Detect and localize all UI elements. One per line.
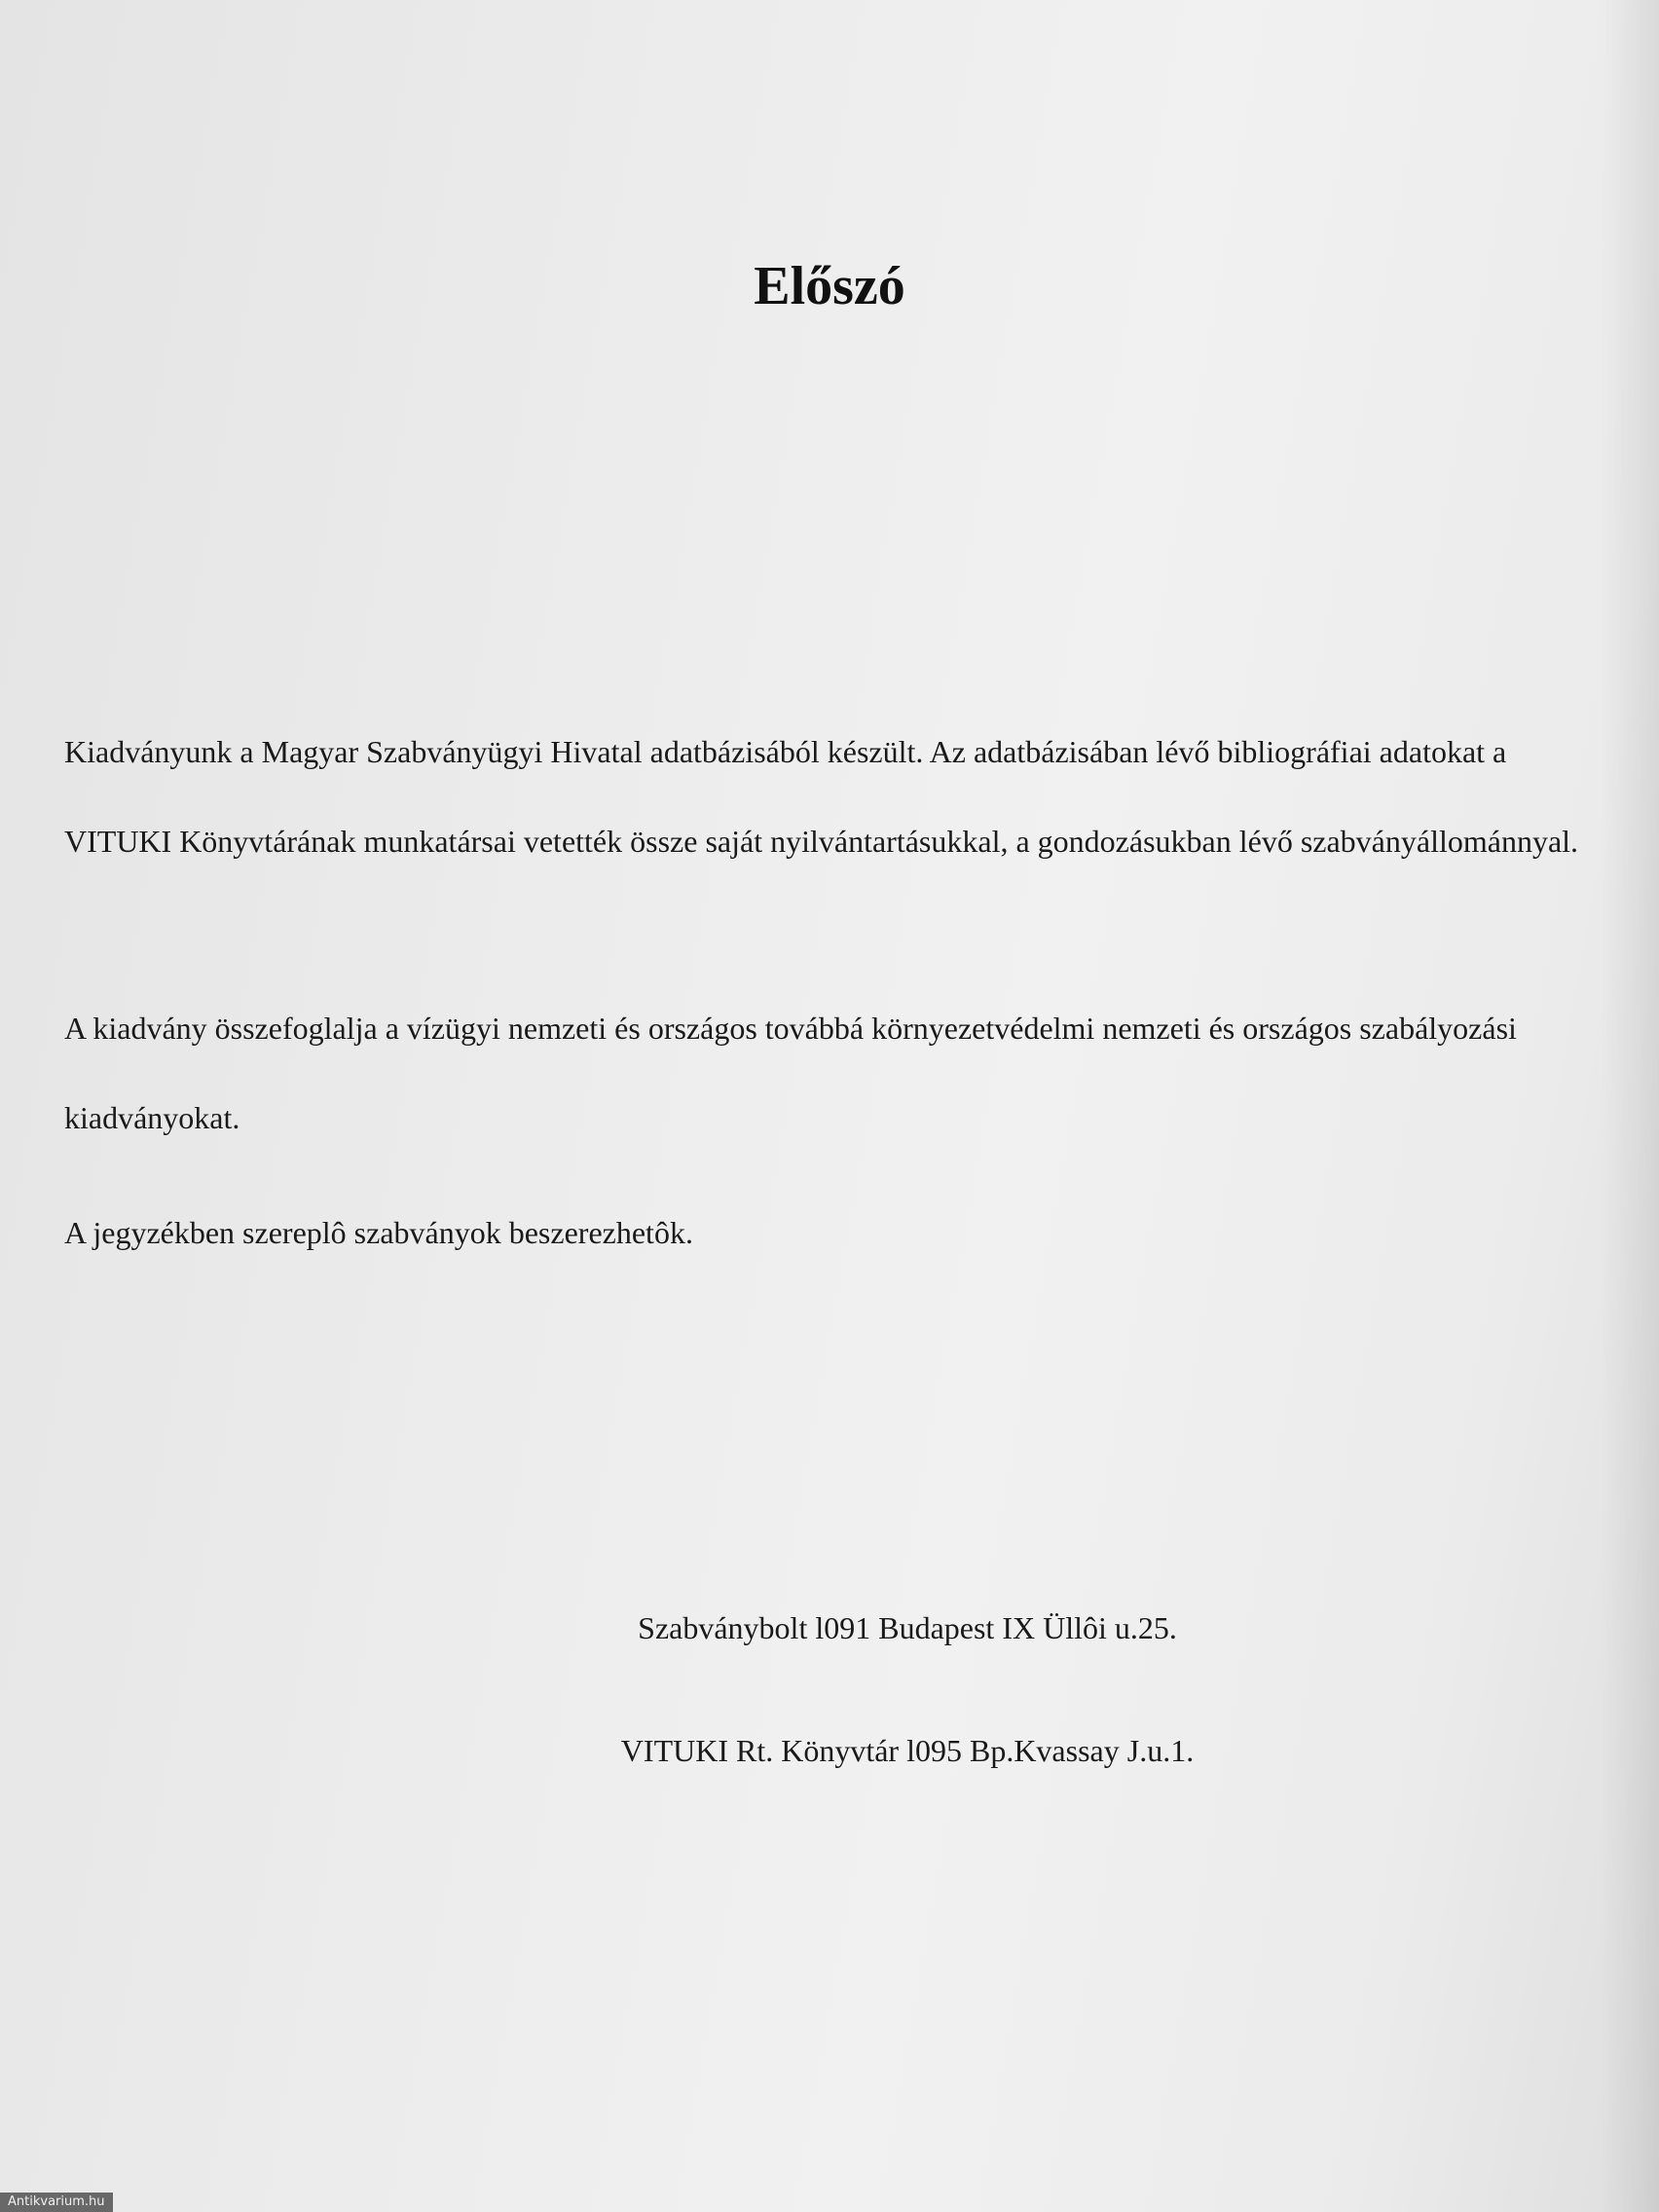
watermark-text: Antikvarium.hu [0,2193,113,2212]
address-vituki: VITUKI Rt. Könyvtár l095 Bp.Kvassay J.u.1. [620,1733,1195,1768]
paragraph-availability: A jegyzékben szereplô szabványok beszerezhetôk. [64,1215,693,1250]
address-szabvanybolt: Szabványbolt l091 Budapest IX Üllôi u.25. [638,1610,1177,1645]
paragraph-summary: A kiadvány összefoglalja a vízügyi nemzeti és országos továbbá környezetvédelmi nemzeti és országos szabályozási kiadványokat. [64,1011,1517,1135]
page-edge-shadow [1601,0,1659,2212]
paragraph-intro: Kiadványunk a Magyar Szabványügyi Hivatal adatbázisából készült. Az adatbázisában lévő bibliográfiai adatokat a VITUKI Könyvtárának munkatársai vetették össze saját nyilvántartásukkal, a gondozásukban lévő szabványállománnyal. [64,734,1579,859]
page-title: Előszó [754,256,905,316]
